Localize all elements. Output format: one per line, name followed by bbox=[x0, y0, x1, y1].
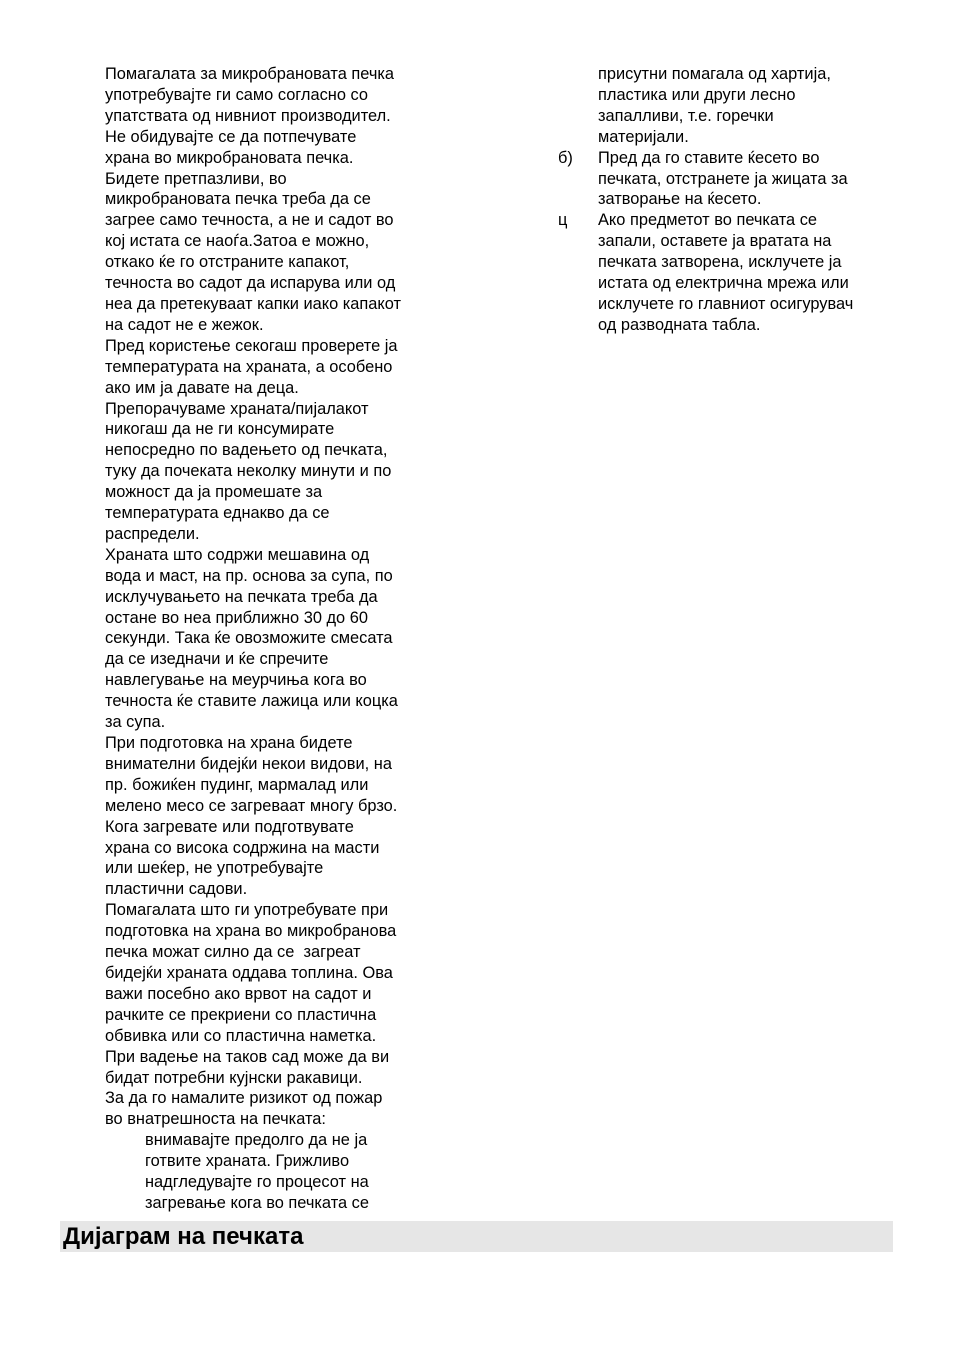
text-line: печка можат силно да се загреат bbox=[105, 943, 361, 962]
text-line: обвивка или со пластична наметка. bbox=[105, 1026, 377, 1045]
text-line: пр. божиќен пудинг, мармалад или bbox=[105, 775, 369, 794]
text-line: важи посебно ако врвот на садот и bbox=[105, 984, 372, 1003]
text-line: храна во микробрановата печка. bbox=[105, 148, 354, 167]
left-paragraph-block bbox=[105, 64, 450, 1130]
text-line: Не обидувајте се да потпечувате bbox=[105, 127, 357, 146]
text-line: печката затворена, исклучете ја bbox=[598, 253, 842, 272]
text-line: упатствата од нивниот производител. bbox=[105, 106, 391, 125]
right-text-column bbox=[558, 64, 903, 336]
text-line: За да го намалите ризикот од пожар bbox=[105, 1089, 383, 1108]
list-marker: б) bbox=[558, 148, 573, 167]
text-line: истата од електрична мрежа или bbox=[598, 274, 849, 293]
text-line: ако им ја давате на деца. bbox=[105, 378, 299, 397]
section-heading: Дијаграм на печката bbox=[63, 1223, 304, 1250]
text-line: При подготовка на храна бидете bbox=[105, 734, 353, 752]
text-line: Ако предметот во печката се bbox=[598, 211, 818, 230]
text-line: Пред користење секогаш проверете ја bbox=[105, 336, 398, 355]
text-line: кој истата се наоѓа.Затоа е можно, bbox=[105, 232, 370, 251]
text-line: запалливи, т.е. горечки bbox=[598, 106, 774, 125]
text-line: температурата еднакво да се bbox=[105, 504, 330, 523]
text-line: мелено месо се загреваат многу брзо. bbox=[105, 796, 398, 815]
text-line: бидејќи храната оддава топлина. Ова bbox=[105, 963, 393, 982]
text-line: запали, оставете ја вратата на bbox=[598, 232, 832, 251]
list-marker: ц bbox=[558, 211, 568, 230]
text-line: Пред да го ставите ќесето во bbox=[598, 148, 820, 167]
section-heading-bar bbox=[60, 1221, 893, 1252]
text-line: или шеќер, не употребувајте bbox=[105, 859, 324, 878]
text-line: рачките се прекриени со пластична bbox=[105, 1005, 377, 1024]
list-item-c bbox=[558, 210, 903, 335]
continued-list-item bbox=[558, 64, 903, 148]
text-line: Храната што содржи мешавина од bbox=[105, 545, 370, 564]
text-line: откако ќе го отстраните капакот, bbox=[105, 253, 350, 272]
text-line: готвите храната. Грижливо bbox=[145, 1152, 350, 1171]
text-line: храна со висока содржина на масти bbox=[105, 838, 380, 857]
text-line: материјали. bbox=[598, 127, 689, 146]
text-line: надгледувајте го процесот на bbox=[145, 1173, 369, 1192]
text-line: При вадење на таков сад може да ви bbox=[105, 1047, 390, 1066]
text-line: внимавајте предолго да не ја bbox=[145, 1131, 368, 1150]
text-line: температурата на храната, а особено bbox=[105, 357, 393, 376]
text-line: од разводната табла. bbox=[598, 315, 761, 334]
text-line: затворање на ќесето. bbox=[598, 190, 762, 209]
text-line: микробрановата печка треба да се bbox=[105, 190, 371, 209]
left-text-column bbox=[105, 64, 450, 1214]
text-line: бидат потребни кујнски ракавици. bbox=[105, 1068, 363, 1087]
text-line: печката, отстранете ја жицата за bbox=[598, 169, 848, 188]
text-line: Препорачуваме храната/пијалакот bbox=[105, 399, 369, 418]
text-line: Кога загревате или подготвувате bbox=[105, 817, 354, 836]
text-line: подготовка на храна во микробранова bbox=[105, 922, 397, 941]
indented-list-item bbox=[105, 1130, 450, 1214]
text-line: пластични садови. bbox=[105, 880, 248, 899]
text-line: исклучувањето на печката треба да bbox=[105, 587, 378, 606]
text-line: употребувајте ги само согласно со bbox=[105, 85, 369, 104]
list-item-b bbox=[558, 148, 903, 211]
text-line: секунди. Така ќе овозможите смесата bbox=[105, 629, 393, 648]
text-line: загрее само течноста, а не и садот во bbox=[105, 211, 394, 230]
text-line: туку да почеката неколку минути и по bbox=[105, 462, 392, 481]
text-line: пластика или други лесно bbox=[598, 85, 796, 104]
text-line: можност да ја промешате за bbox=[105, 483, 323, 502]
text-line: на садот не е жежок. bbox=[105, 315, 264, 334]
text-line: течноста ќе ставите лажица или коцка bbox=[105, 692, 398, 711]
text-line: исклучете го главниот осигурувач bbox=[598, 294, 854, 313]
text-line: Бидете претпазливи, во bbox=[105, 169, 287, 188]
text-line: Помагалата за микробрановата печка bbox=[105, 65, 395, 83]
text-line: за супа. bbox=[105, 713, 166, 732]
text-line: присутни помагала од хартија, bbox=[598, 65, 831, 83]
text-line: вода и маст, на пр. основа за супа, по bbox=[105, 566, 393, 585]
text-line: навлегување на меурчиња кога во bbox=[105, 671, 367, 690]
text-line: непосредно по вадењето од печката, bbox=[105, 441, 388, 460]
text-line: никогаш да не ги консумирате bbox=[105, 420, 335, 439]
text-line: Помагалата што ги употребувате при bbox=[105, 901, 389, 920]
text-line: во внатрешноста на печката: bbox=[105, 1110, 326, 1129]
text-line: загревање кога во печката се bbox=[145, 1193, 369, 1212]
text-line: распредели. bbox=[105, 524, 200, 543]
text-line: внимателни бидејќи некои видови, на bbox=[105, 754, 392, 773]
text-line: да се изедначи и ќе спречите bbox=[105, 650, 329, 669]
text-line: течноста во садот да испарува или од bbox=[105, 274, 396, 293]
text-line: неа да претекуваат капки иако капакот bbox=[105, 294, 402, 313]
text-line: остане во неа приближно 30 до 60 bbox=[105, 608, 368, 627]
